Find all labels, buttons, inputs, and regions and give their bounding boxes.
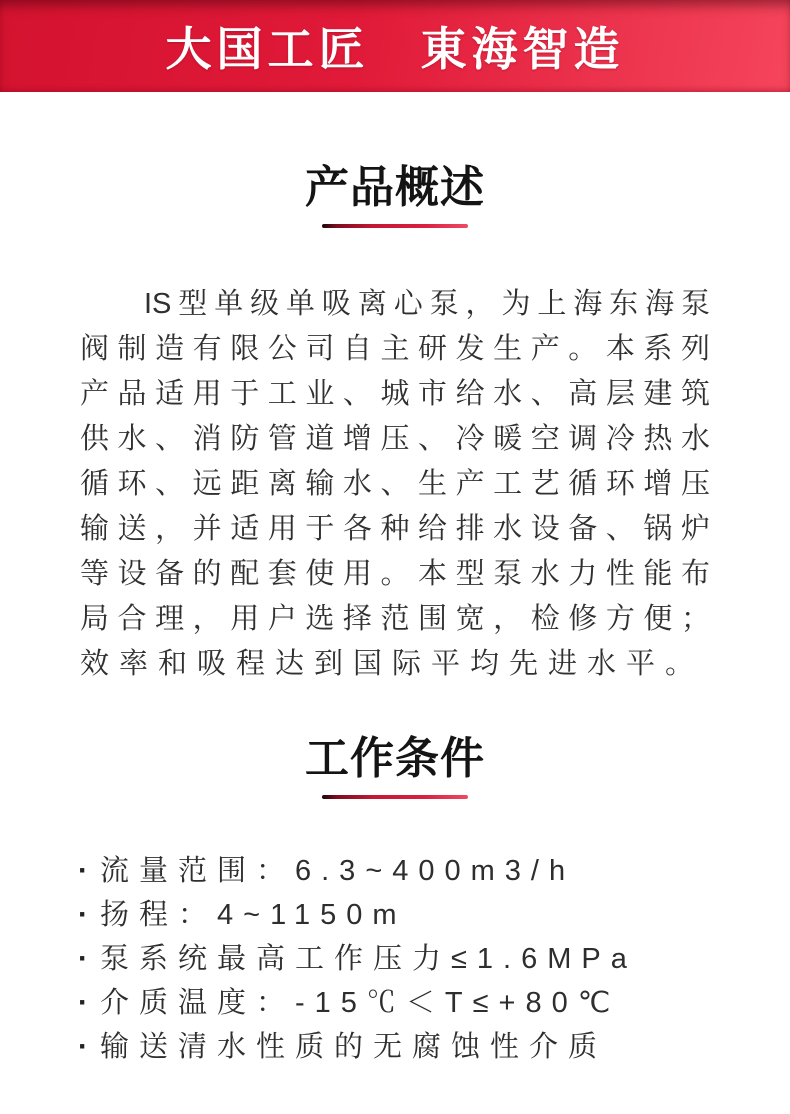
bullet-icon: ·	[78, 986, 88, 1019]
bullet-icon: ·	[78, 898, 88, 931]
bullet-icon: ·	[78, 1030, 88, 1063]
section-title-conditions: 工作条件	[305, 734, 485, 783]
section-product-overview	[0, 164, 790, 687]
banner-title: 大国工匠 東海智造	[165, 23, 625, 75]
conditions-list	[0, 849, 790, 1069]
paragraph-line: 输送，并适用于各种给排水设备、锅炉	[80, 513, 710, 545]
list-item-text: 介质温度：-15℃＜T≤+80℃	[100, 987, 621, 1019]
title-underline	[322, 795, 468, 799]
paragraph-line: 阀制造有限公司自主研发生产。本系列	[80, 333, 710, 365]
header-banner	[0, 0, 790, 92]
list-item-text: 流量范围：6.3~400m3/h	[100, 855, 576, 887]
bullet-icon: ·	[78, 854, 88, 887]
list-item-text: 输送清水性质的无腐蚀性介质	[100, 1031, 608, 1063]
paragraph-line: 等设备的配套使用。本型泵水力性能布	[80, 558, 710, 590]
paragraph-line: 产品适用于工业、城市给水、高层建筑	[80, 378, 710, 410]
list-item-text: 扬程：4~1150m	[100, 899, 407, 931]
paragraph-line: 效率和吸程达到国际平均先进水平。	[80, 648, 705, 680]
section-working-conditions	[0, 735, 790, 1069]
bullet-icon: ·	[78, 942, 88, 975]
list-item	[78, 1025, 730, 1069]
product-description	[80, 282, 710, 687]
section-title-overview: 产品概述	[305, 163, 485, 212]
paragraph-line: 局合理，用户选择范围宽，检修方便；	[80, 603, 710, 635]
list-item	[78, 849, 730, 893]
list-item	[78, 893, 730, 937]
paragraph-line: 供水、消防管道增压、冷暖空调冷热水	[80, 423, 710, 455]
paragraph-line: IS型单级单吸离心泵，为上海东海泵	[144, 288, 710, 320]
title-underline	[322, 224, 468, 228]
list-item	[78, 937, 730, 981]
list-item-text: 泵系统最高工作压力≤1.6MPa	[100, 943, 637, 975]
paragraph-line: 循环、远距离输水、生产工艺循环增压	[80, 468, 710, 500]
list-item	[78, 981, 730, 1025]
